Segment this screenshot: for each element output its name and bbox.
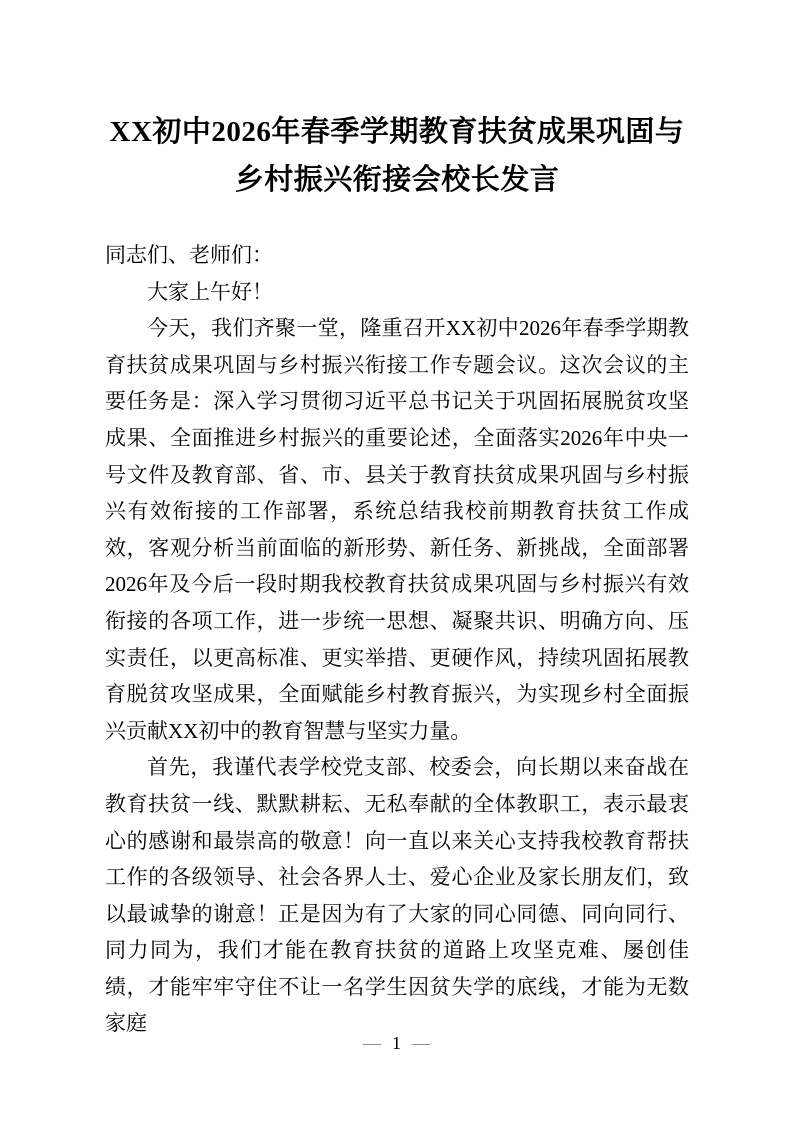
- page-number: 1: [392, 1033, 401, 1053]
- paragraph-acknowledgements: 首先，我谨代表学校党支部、校委会，向长期以来奋战在教育扶贫一线、默默耕耘、无私奉献的全体教职工，表示最衷心的感谢和最崇高的敬意！向一直以来关心支持我校教育帮扶工作的各级领导、社会各界人士、爱心企业及家长朋友们，致以最诚挚的谢意！正是因为有了大家的同心同德、同向同行、同力同为，我们才能在教育扶贫的道路上攻坚克难、屡创佳绩，才能牢牢守住不让一名学生因贫失学的底线，才能为无数家庭: [105, 755, 689, 1036]
- paragraph-salutation: 同志们、老师们：: [105, 243, 273, 267]
- document-title: XX初中2026年春季学期教育扶贫成果巩固与乡村振兴衔接会校长发言: [109, 116, 685, 196]
- document-body: [105, 237, 689, 1042]
- footer-dash-right: —: [412, 1033, 430, 1053]
- paragraph-meeting-purpose: 今天，我们齐聚一堂，隆重召开XX初中2026年春季学期教育扶贫成果巩固与乡村振兴衔接工作专题会议。这次会议的主要任务是：深入学习贯彻习近平总书记关于巩固拓展脱贫攻坚成果、全面推进乡村振兴的重要论述，全面落实2026年中央一号文件及教育部、省、市、县关于教育扶贫成果巩固与乡村振兴有效衔接的工作部署，系统总结我校前期教育扶贫工作成效，客观分析当前面临的新形势、新任务、新挑战，全面部署2026年及今后一段时期我校教育扶贫成果巩固与乡村振兴有效衔接的各项工作，进一步统一思想、凝聚共识、明确方向、压实责任，以更高标准、更实举措、更硬作风，持续巩固拓展教育脱贫攻坚成果，全面赋能乡村教育振兴，为实现乡村全面振兴贡献XX初中的教育智慧与坚实力量。: [105, 316, 689, 743]
- page-footer: [0, 1031, 793, 1055]
- footer-dash-left: —: [363, 1033, 381, 1053]
- document-content: [105, 0, 689, 1042]
- paragraph-greeting: 大家上午好！: [147, 279, 273, 304]
